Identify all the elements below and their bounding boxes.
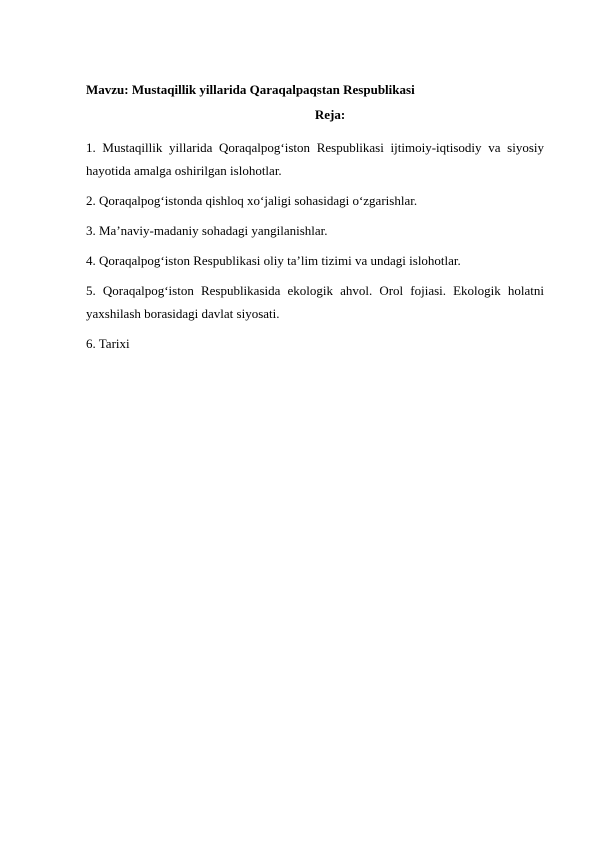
document-content <box>86 82 544 362</box>
plan-item-6: 6. Tarixi <box>86 336 130 351</box>
plan-item-2: 2. Qoraqalpog‘istonda qishloq xo‘jaligi sohasidagi o‘zgarishlar. <box>86 193 418 208</box>
plan-item-1: 1. Mustaqillik yillarida Qoraqalpog‘iston Respublikasi ijtimoiy-iqtisodiy va siyosiy hayotida amalga oshirilgan islohotlar. <box>86 140 544 178</box>
document-title: Mavzu: Mustaqillik yillarida Qaraqalpaqstan Respublikasi <box>86 82 415 97</box>
plan-item-5: 5. Qoraqalpog‘iston Respublikasida ekologik ahvol. Orol fojiasi. Ekologik holatni yaxshilash borasidagi davlat siyosati. <box>86 283 544 321</box>
plan-item-4: 4. Qoraqalpog‘iston Respublikasi oliy ta’lim tizimi va undagi islohotlar. <box>86 253 461 268</box>
plan-heading: Reja: <box>314 107 346 122</box>
plan-list <box>86 136 544 355</box>
plan-item-3: 3. Ma’naviy-madaniy sohadagi yangilanishlar. <box>86 223 328 238</box>
